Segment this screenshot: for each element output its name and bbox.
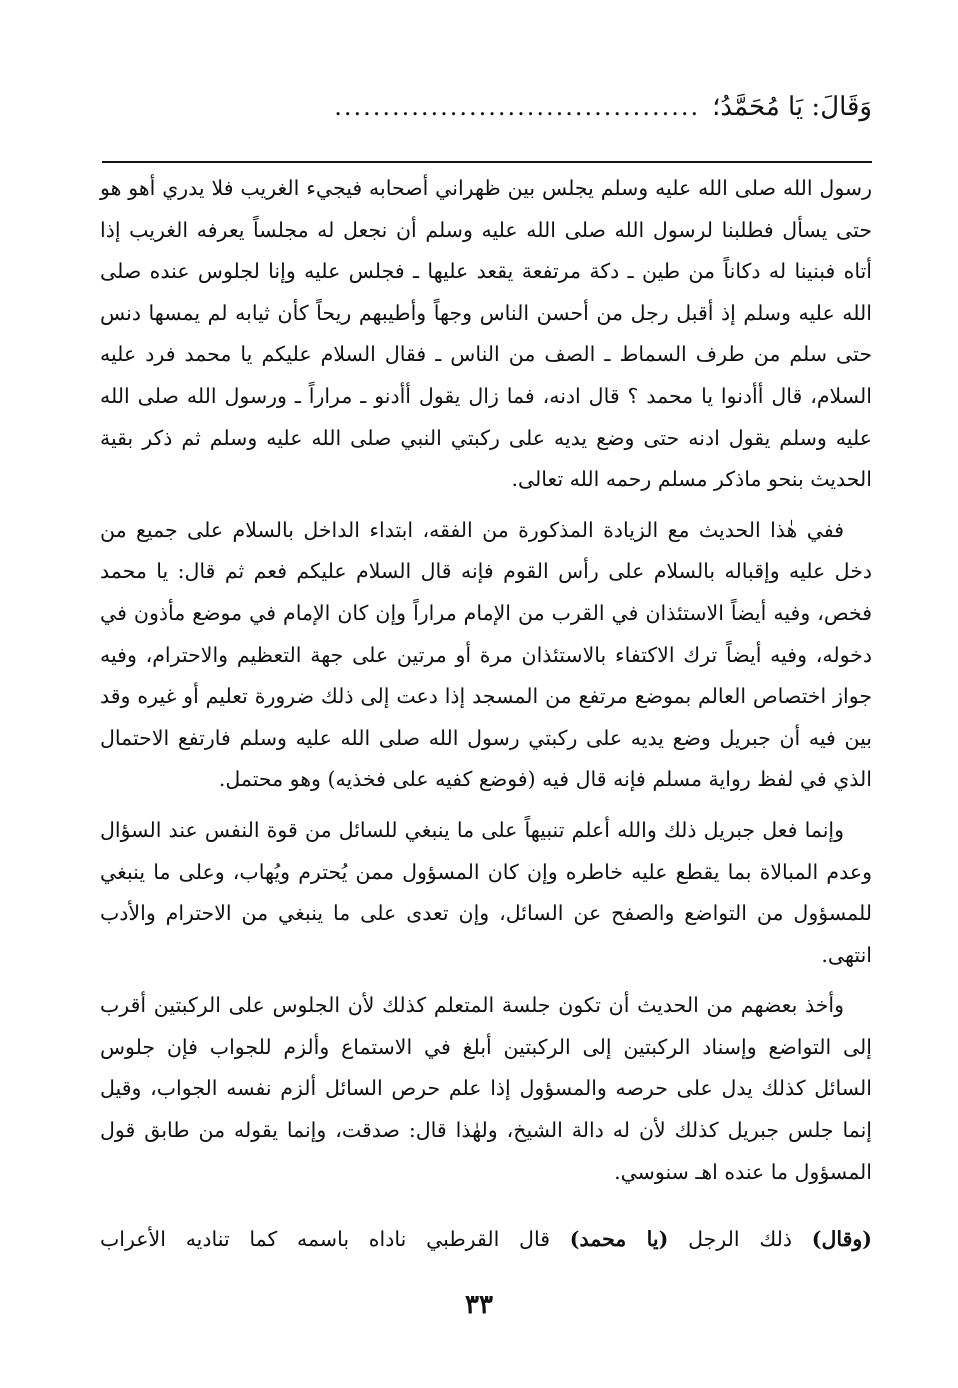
commentary-text-2: قال القرطبي ناداه باسمه كما تناديه الأعراب [100,1227,570,1251]
paragraph-2: ففي هٰذا الحديث مع الزيادة المذكورة من الفقه، ابتداء الداخل بالسلام على جميع من دخل عليه وإقباله بالسلام على رأس القوم فإنه قال السلام عليكم فعم ثم قال: يا محمد فخص، وفيه أيضاً الاستئذان في القرب من الإمام مراراً وإن كان الإمام في موضع مأذون في دخوله، وفيه أيضاً ترك الاكتفاء بالاستئذان مرة أو مرتين على جهة التعظيم والاحترام، وفيه جواز اختصاص العالم بموضع مرتفع من المسجد إذا دعت إلى ذلك ضرورة تعليم أو غيره وقد بين فيه أن جبريل وضع يديه على ركبتي رسول الله صلى الله عليه وسلم فارتفع الاحتمال الذي في لفظ رواية مسلم فإنه قال فيه (فوضع كفيه على فخذيه) وهو محتمل. [100,517,872,792]
paragraph-3: وإنما فعل جبريل ذلك والله أعلم تنبيهاً على ما ينبغي للسائل من قوة النفس عند السؤال وعدم المبالاة بما يقطع عليه خاطره وإن كان المسؤول ممن يُحترم ويُهاب، وعلى ما ينبغي للمسؤول من التواضع والصفح عن السائل، وإن تعدى على ما ينبغي من الاحترام والأدب انتهى. [100,817,872,967]
header-rule [102,161,872,163]
page-number: ٣٣ [465,1290,493,1320]
commentary-line [100,1219,872,1260]
running-header [98,84,872,130]
paragraph-4: وأخذ بعضهم من الحديث أن تكون جلسة المتعلم كذلك لأن الجلوس على الركبتين أقرب إلى التواضع وإسناد الركبتين إلى الركبتين أبلغ في الاستماع وألزم للجواب فإن جلوس السائل كذلك يدل على حرصه والمسؤول إذا علم حرص السائل ألزم نفسه الجواب، وقيل إنما جلس جبريل كذلك لأن له دالة الشيخ، ولهٰذا قال: صدقت، وإنما يقوله من طابق قول المسؤول ما عنده اهـ سنوسي. [100,993,872,1184]
body-text [100,168,872,1193]
running-header-dots: ...................................... [334,93,701,121]
running-header-title: وَقَالَ: يَا مُحَمَّدُ؛ [712,92,872,122]
lemma-ya-muhammad: (يا محمد) [569,1227,669,1251]
paragraph-1: رسول الله صلى الله عليه وسلم يجلس بين ظهراني أصحابه فيجيء الغريب فلا يدري أهو هو حتى يسأل فطلبنا لرسول الله صلى الله عليه وسلم أن نجعل له مجلساً يعرفه الغريب إذا أتاه فبنينا له دكاناً من طين ـ دكة مرتفعة يقعد عليها ـ فجلس عليه وإنا لجلوس عنده صلى الله عليه وسلم إذ أقبل رجل من أحسن الناس وجهاً وأطيبهم ريحاً كأن ثيابه لم يمسها دنس حتى سلم من طرف السماط ـ الصف من الناس ـ فقال السلام عليكم يا محمد فرد عليه السلام، قال أأدنوا يا محمد ؟ قال ادنه، فما زال يقول أأدنو ـ مراراً ـ ورسول الله صلى الله عليه وسلم يقول ادنه حتى وضع يديه على ركبتي النبي صلى الله عليه وسلم ثم ذكر بقية الحديث بنحو ماذكر مسلم رحمه الله تعالى. [100,176,872,492]
lemma-wa-qal: (وقال) [811,1227,872,1251]
commentary-text-1: ذلك الرجل [668,1227,812,1251]
